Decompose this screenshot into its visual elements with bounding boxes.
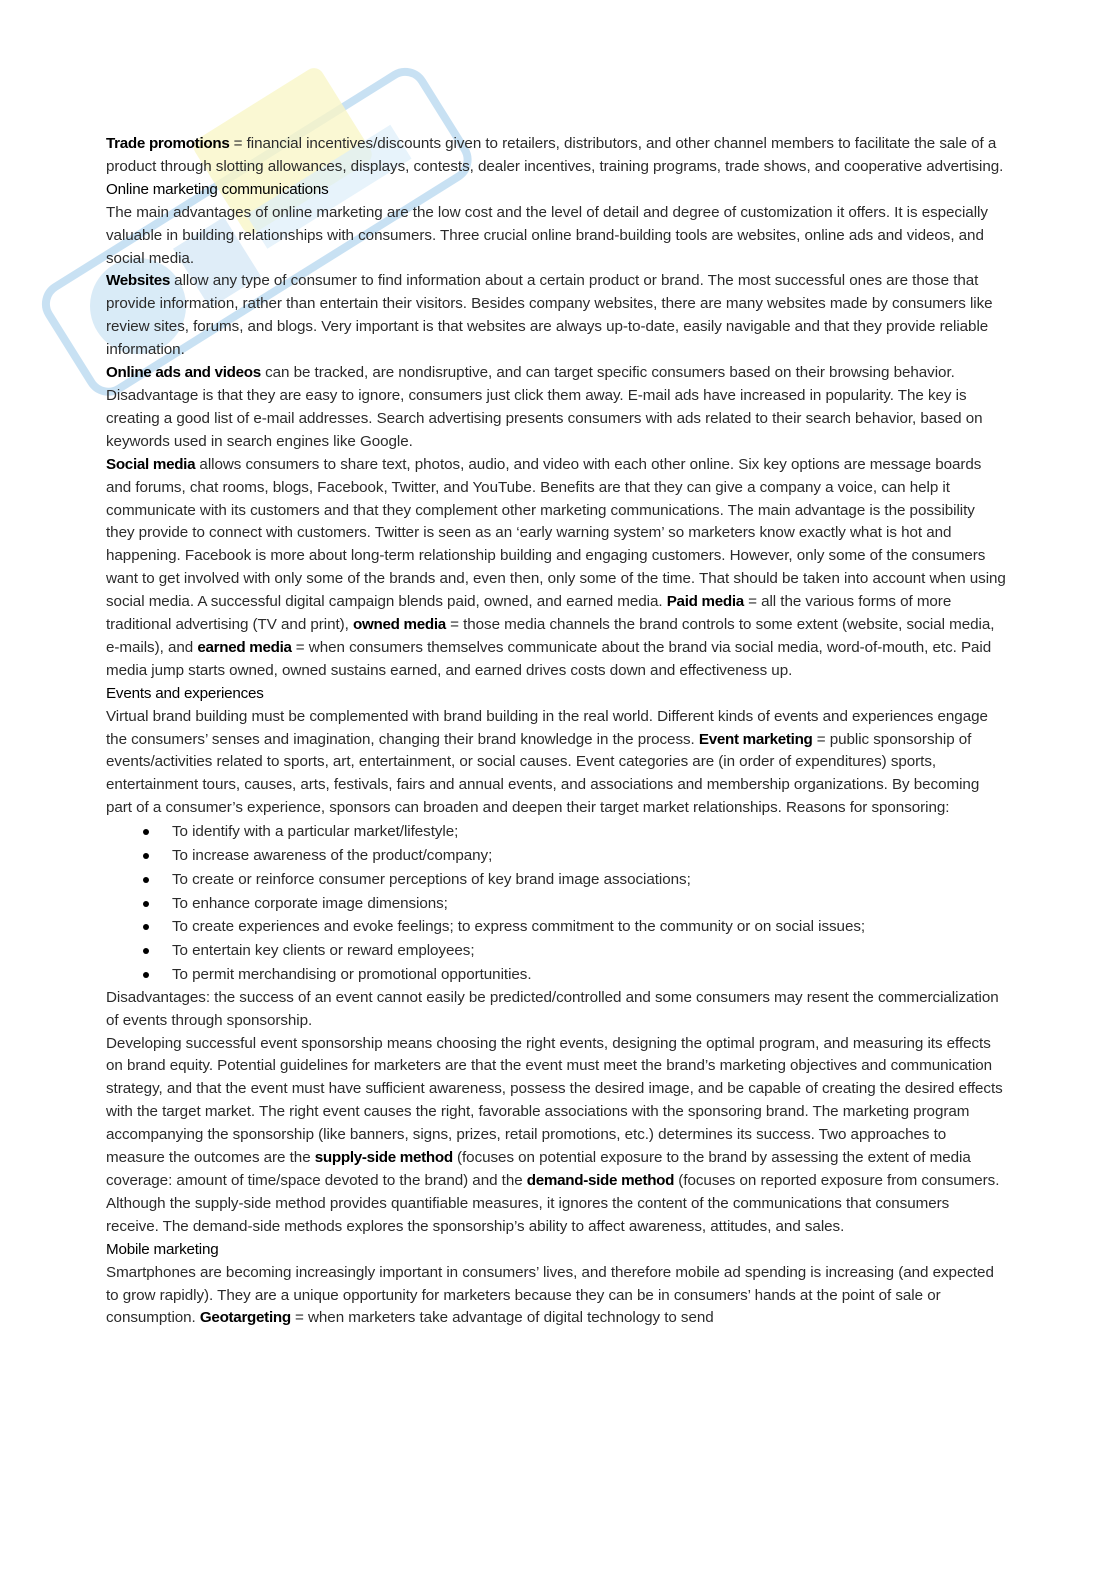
list-item: To increase awareness of the product/company; — [172, 844, 1006, 868]
heading-online-marketing: Online marketing communications — [106, 180, 329, 198]
paragraph-developing-sponsorship: Developing successful event sponsorship means choosing the right events, designing the optimal program, and measuring its effects on brand equity. Potential guidelines for marketers are that the event must meet the brand’s marketing objectives and communication strategy, and that the event must have sufficient awareness, possess the desired image, and be capable of creating the desired effects with the target market. The right event causes the right, favorable associations with the sponsoring brand. The marketing program accompanying the sponsorship (like banners, signs, prizes, retail promotions, etc.) determines its success. Two approaches to measure the outcomes are the supply-side method (focuses on potential exposure to the brand by assessing the extent of media coverage: amount of time/space devoted to the brand) and the demand-side method (focuses on reported exposure from consumers. Although the supply-side method provides quantifiable measures, it ignores the content of the communications that consumers receive. The demand-side methods explores the sponsorship’s ability to affect awareness, attitudes, and sales. — [106, 1034, 1003, 1235]
term-demand-side-method: demand-side method — [526, 1172, 675, 1190]
term-geotargeting: Geotargeting — [199, 1309, 291, 1327]
heading-mobile-marketing: Mobile marketing — [106, 1240, 219, 1258]
paragraph-websites: Websites allow any type of consumer to find information about a certain product or brand. The most successful ones are those that provide information, rather than entertain their visitors. Besides company websites, there are many websites made by consumers like review sites, forums, and blogs. Very important is that websites are always up-to-date, easily navigable and that they provide reliable information. — [106, 272, 993, 359]
term-event-marketing: Event marketing — [698, 730, 813, 748]
term-supply-side-method: supply-side method — [314, 1149, 453, 1167]
paragraph-disadvantages: Disadvantages: the success of an event cannot easily be predicted/controlled and some consumers may resent the commercialization of events through sponsorship. — [106, 988, 999, 1029]
paragraph-mobile: Smartphones are becoming increasingly important in consumers’ lives, and therefore mobile ad spending is increasing (and expected to grow rapidly). They are a unique opportunity for marketers because they can be in consumers’ hands at the point of sale or consumption. Geotargeting = when marketers take advantage of digital technology to send — [106, 1263, 994, 1327]
list-item: To permit merchandising or promotional opportunities. — [172, 963, 1006, 987]
list-item: To create or reinforce consumer perceptions of key brand image associations; — [172, 868, 1006, 892]
term-websites: Websites — [106, 272, 171, 290]
list-item: To identify with a particular market/lifestyle; — [172, 820, 1006, 844]
term-social-media: Social media — [106, 455, 196, 473]
term-paid-media: Paid media — [666, 593, 744, 611]
paragraph-online-ads: Online ads and videos can be tracked, are nondisruptive, and can target specific consumers based on their browsing behavior. Disadvantage is that they are easy to ignore, consumers just click them away. E-mail ads have increased in popularity. The key is creating a good list of e-mail addresses. Search advertising presents consumers with ads related to their search behavior, based on keywords used in search engines like Google. — [106, 364, 983, 450]
list-item: To enhance corporate image dimensions; — [172, 892, 1006, 916]
reasons-list — [106, 820, 1006, 987]
term-online-ads: Online ads and videos — [106, 364, 261, 382]
heading-events: Events and experiences — [106, 684, 264, 702]
term-trade-promotions: Trade promotions — [106, 135, 230, 152]
paragraph-trade-promotions: Trade promotions = financial incentives/discounts given to retailers, distributors, and other channel members to facilitate the sale of a product through slotting allowances, displays, contests, dealer incentives, training programs, trade shows, and cooperative advertising. — [106, 135, 1004, 175]
list-item: To create experiences and evoke feelings; to express commitment to the community or on social issues; — [172, 915, 1006, 939]
paragraph-social-media: Social media allows consumers to share text, photos, audio, and video with each other online. Six key options are message boards and forums, chat rooms, blogs, Facebook, Twitter, and YouTube. Benefits are that they can give a company a voice, can help it communicate with its customers and that they complement other marketing communications. The main advantage is the possibility they provide to connect with customers. Twitter is seen as an ‘early warning system’ so marketers know exactly what is hot and happening. Facebook is more about long-term relationship building and engaging customers. However, only some of the consumers want to get involved with only some of the brands and, even then, only some of the time. That should be taken into account when using social media. A successful digital campaign blends paid, owned, and earned media. Paid media = all the various forms of more traditional advertising (TV and print), owned media = those media channels the brand controls to some extent (website, social media, e-mails), and earned media = when consumers themselves communicate about the brand via social media, word-of-mouth, etc. Paid media jump starts owned, owned sustains earned, and earned drives costs down and effectiveness up. — [106, 455, 1006, 679]
document-body — [106, 133, 1006, 1330]
paragraph-events: Virtual brand building must be complemented with brand building in the real world. Different kinds of events and experiences engage the consumers’ senses and imagination, changing their brand knowledge in the process. Event marketing = public sponsorship of events/activities related to sports, art, entertainment, or social causes. Event categories are (in order of expenditures) sports, entertainment tours, causes, arts, festivals, fairs and annual events, and associations and membership organizations. By becoming part of a consumer’s experience, sponsors can broaden and deepen their target market relationships. Reasons for sponsoring: — [106, 707, 988, 817]
term-earned-media: earned media — [197, 638, 292, 656]
term-owned-media: owned media — [353, 616, 446, 634]
list-item: To entertain key clients or reward employees; — [172, 939, 1006, 963]
paragraph-online-intro: The main advantages of online marketing are the low cost and the level of detail and degree of customization it offers. It is especially valuable in building relationships with consumers. Three crucial online brand-building tools are websites, online ads and videos, and social media. — [106, 203, 988, 267]
